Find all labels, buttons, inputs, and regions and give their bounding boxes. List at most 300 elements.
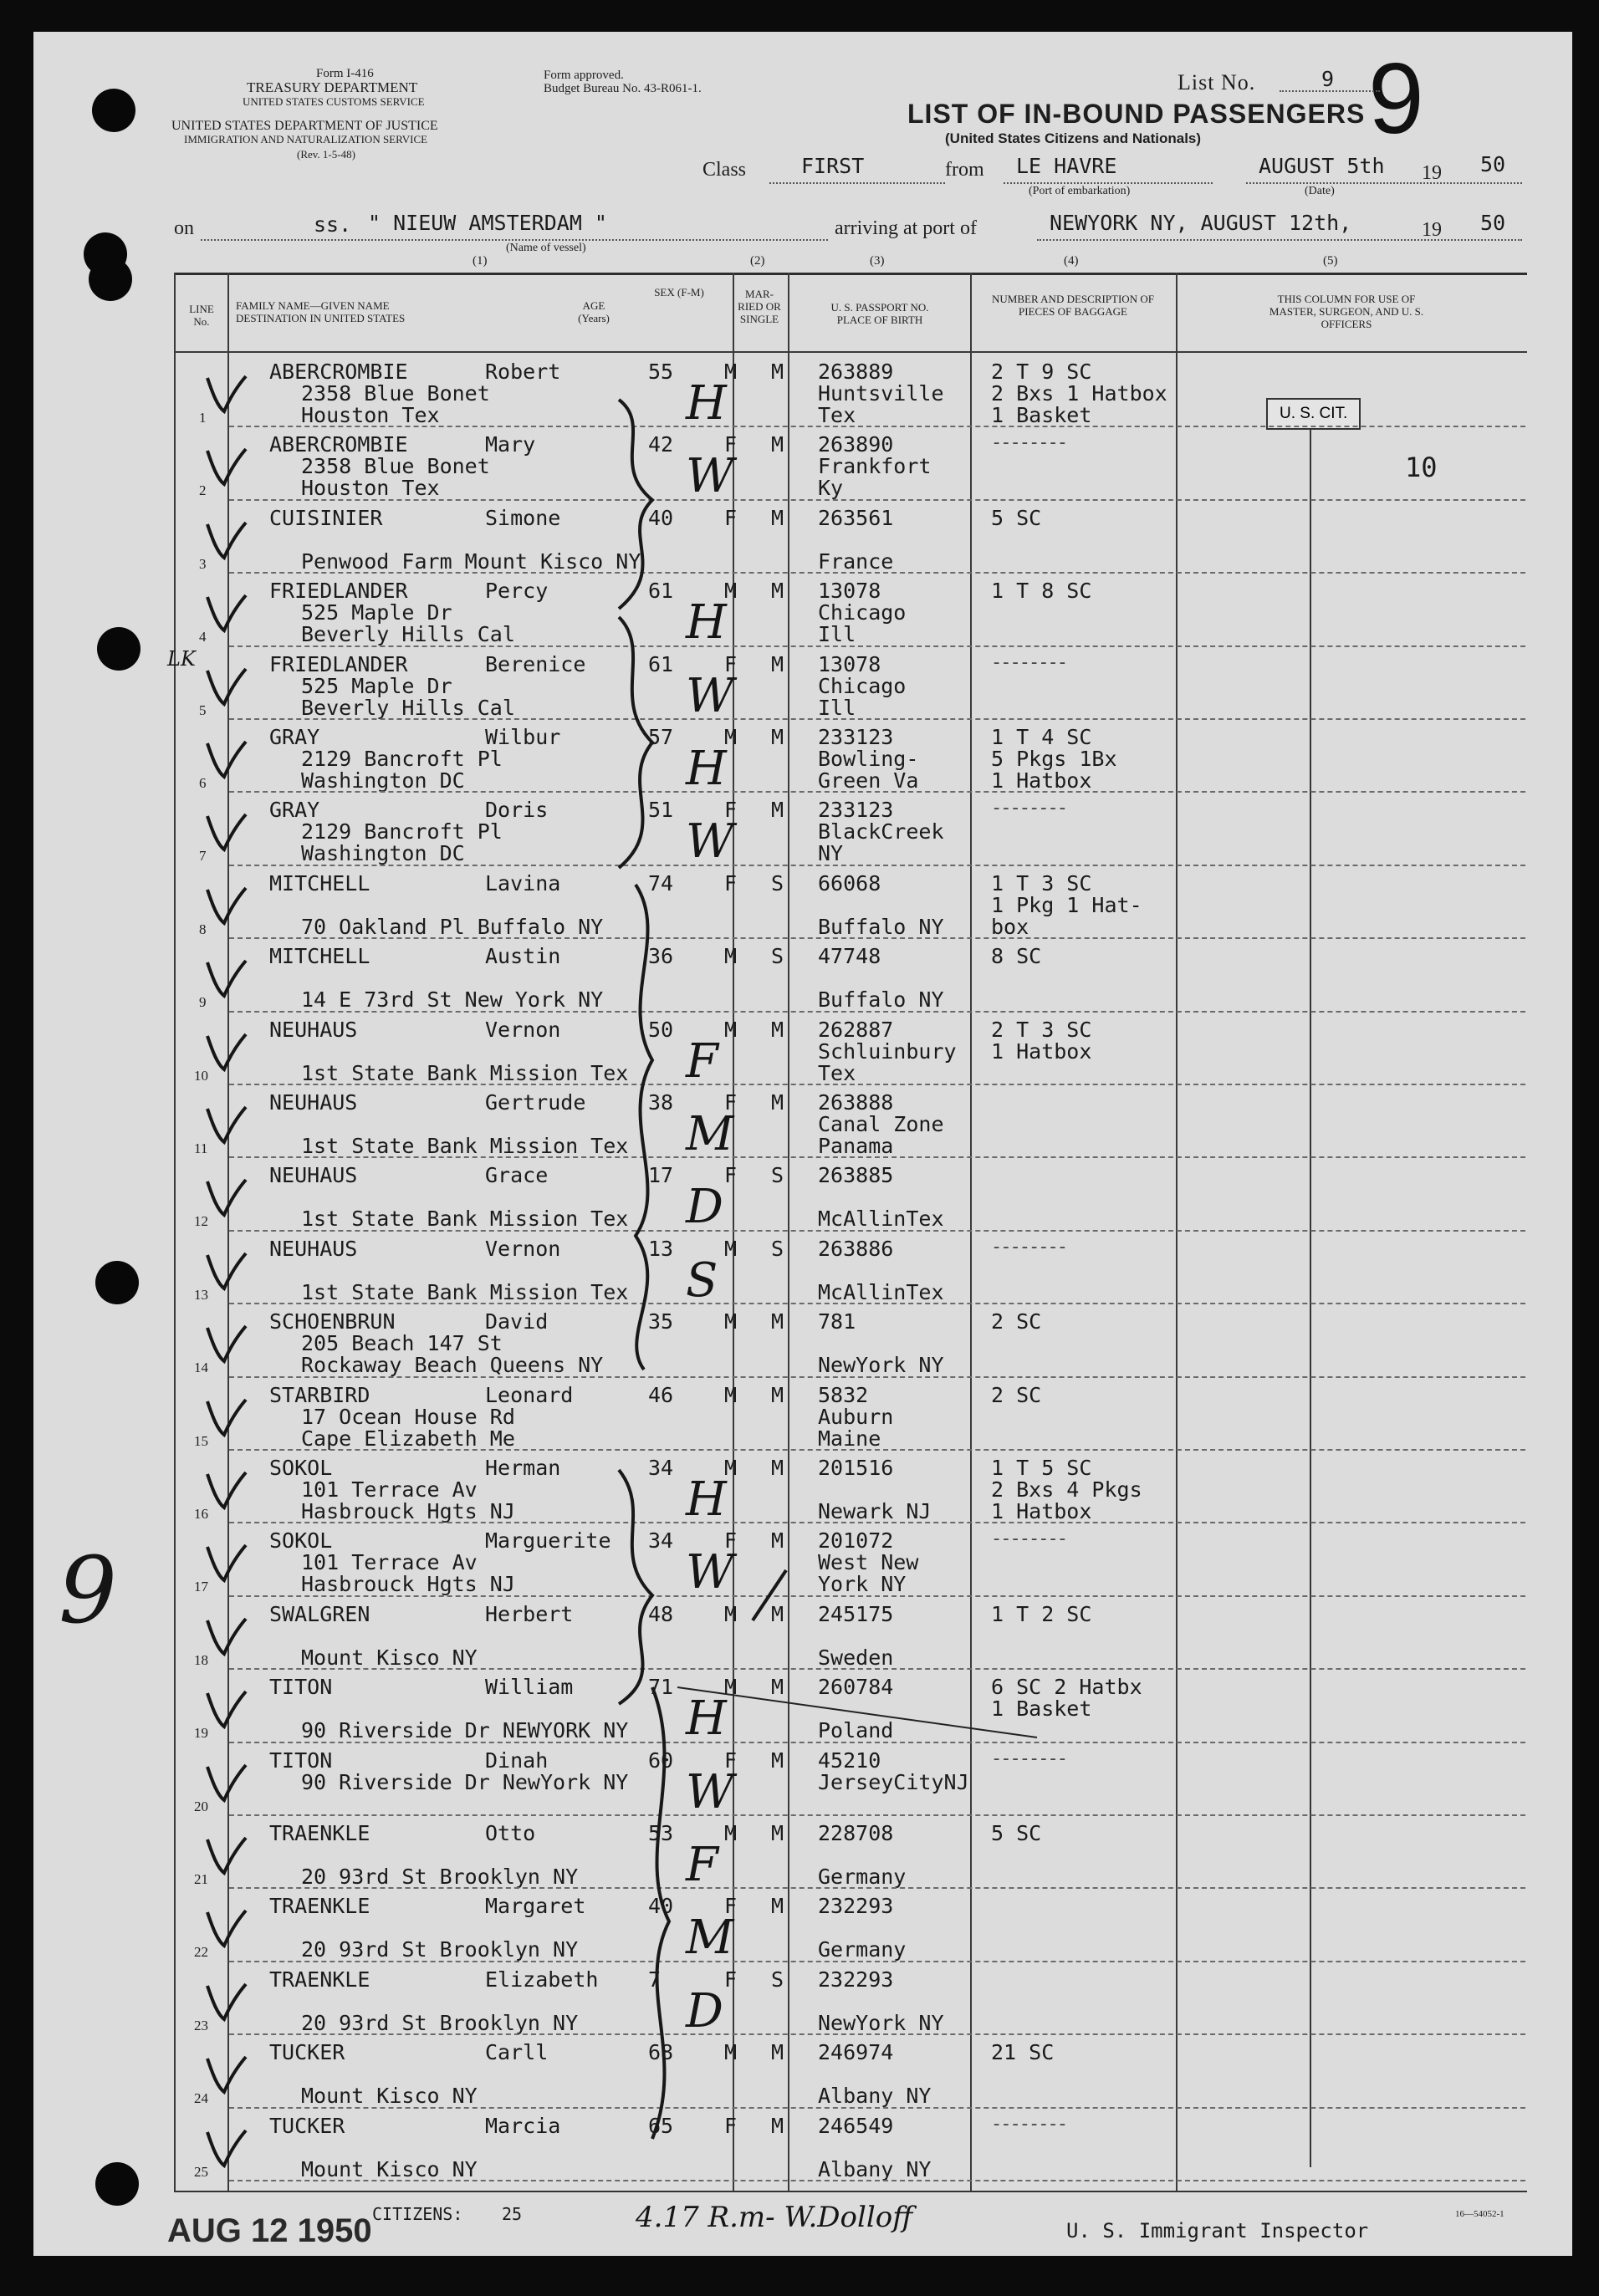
- passport-number: 262887: [818, 1017, 894, 1042]
- age: 35: [648, 1309, 674, 1334]
- passport-number: 5832: [818, 1382, 869, 1407]
- birthplace-line-2: NY: [818, 841, 844, 866]
- class-value: FIRST: [801, 154, 865, 178]
- family-name: NEUHAUS: [269, 1090, 358, 1115]
- given-name: William: [485, 1675, 574, 1700]
- family-name: MITCHELL: [269, 870, 370, 895]
- birthplace-line-1: BlackCreek: [818, 819, 944, 844]
- marital-status: M: [771, 1309, 784, 1334]
- given-name: Simone: [485, 505, 561, 530]
- baggage-line-1: --------: [991, 798, 1066, 819]
- passport-number: 263885: [818, 1163, 894, 1188]
- baggage-line-3: 1 Hatbox: [991, 768, 1092, 793]
- age: 36: [648, 944, 674, 969]
- address-line-2: 70 Oakland Pl Buffalo NY: [301, 914, 604, 939]
- birthplace-line-2: Tex: [818, 403, 856, 427]
- given-name: Grace: [485, 1163, 549, 1188]
- line-number: 1: [199, 410, 207, 426]
- sex: F: [724, 1748, 738, 1773]
- family-name: NEUHAUS: [269, 1236, 358, 1261]
- relationship-mark: M: [686, 1107, 734, 1161]
- address-line-2: Beverly Hills Cal: [301, 622, 515, 647]
- passport-number: 263890: [818, 432, 894, 457]
- family-name: TRAENKLE: [269, 1967, 370, 1992]
- birthplace-line-1: JerseyCityNJ: [818, 1769, 969, 1794]
- family-name: FRIEDLANDER: [269, 651, 408, 676]
- address-line-1: 525 Maple Dr: [301, 600, 452, 625]
- age: 61: [648, 651, 674, 676]
- marital-status: S: [771, 1236, 784, 1261]
- passport-number: 13078: [818, 579, 881, 604]
- given-name: Berenice: [485, 651, 586, 676]
- treasury-dept: TREASURY DEPARTMENT: [247, 79, 418, 95]
- birthplace-line-2: Germany: [818, 1865, 907, 1889]
- inspector-title: U. S. Immigrant Inspector: [1066, 2219, 1369, 2242]
- sex: M: [724, 1601, 738, 1626]
- family-name: SWALGREN: [269, 1601, 370, 1626]
- header-officers: THIS COLUMN FOR USE OF MASTER, SURGEON, AND U. S. OFFICERS: [1269, 293, 1424, 330]
- given-name: Vernon: [485, 1017, 561, 1042]
- marital-status: M: [771, 2113, 784, 2138]
- relationship-mark: W: [686, 449, 734, 504]
- sex: M: [724, 1236, 738, 1261]
- sex: F: [724, 432, 738, 457]
- sex: M: [724, 360, 738, 384]
- passport-number: 263886: [818, 1236, 894, 1261]
- given-name: Herbert: [485, 1601, 574, 1626]
- given-name: Herman: [485, 1456, 561, 1480]
- customs-service: UNITED STATES CUSTOMS SERVICE: [243, 95, 425, 108]
- col-num-2: (2): [750, 254, 765, 268]
- form-code: 16—54052-1: [1455, 2209, 1504, 2219]
- header-line-no: LINE No.: [189, 303, 214, 328]
- birthplace-line-2: Sweden: [818, 1645, 894, 1670]
- birthplace-line-1: Frankfort: [818, 454, 932, 479]
- marital-status: M: [771, 1821, 784, 1845]
- address-line-1: 17 Ocean House Rd: [301, 1404, 515, 1429]
- relationship-mark: M: [686, 1911, 734, 1966]
- port-caption: (Port of embarkation): [1029, 185, 1131, 197]
- year-prefix-2: 19: [1422, 219, 1442, 241]
- ins-service: IMMIGRATION AND NATURALIZATION SERVICE: [184, 133, 428, 145]
- baggage-line-1: 2 T 3 SC: [991, 1017, 1092, 1042]
- baggage-line-2: 2 Bxs 1 Hatbox: [991, 381, 1167, 406]
- line-number: 7: [199, 848, 207, 865]
- budget-bureau: Budget Bureau No. 43-R061-1.: [544, 82, 702, 95]
- birthplace-line-2: Tex: [818, 1060, 856, 1085]
- sex: F: [724, 1528, 738, 1554]
- line-number: 17: [194, 1579, 208, 1595]
- relationship-mark: W: [686, 814, 734, 870]
- line-number: 19: [194, 1725, 208, 1742]
- birthplace-line-2: Panama: [818, 1134, 894, 1158]
- vessel-name: " NIEUW AMSTERDAM ": [368, 211, 607, 235]
- marital-status: M: [771, 432, 784, 457]
- given-name: Margaret: [485, 1894, 586, 1919]
- address-line-2: Washington DC: [301, 768, 465, 793]
- age: 48: [648, 1601, 674, 1626]
- line-number: 20: [194, 1798, 208, 1814]
- relationship-mark: W: [686, 1545, 734, 1600]
- passport-number: 233123: [818, 798, 894, 823]
- age: 34: [648, 1528, 674, 1554]
- marital-status: M: [771, 505, 784, 530]
- birthplace-line-2: Buffalo NY: [818, 987, 944, 1013]
- col-num-1: (1): [473, 254, 488, 268]
- header-name: FAMILY NAME—GIVEN NAME DESTINATION IN UNITED STATES: [236, 299, 406, 324]
- form-number: Form I-416: [316, 67, 374, 80]
- marital-status: M: [771, 2040, 784, 2065]
- baggage-line-2: 1 Pkg 1 Hat-: [991, 892, 1142, 917]
- marital-status: M: [771, 1456, 784, 1480]
- address-line-2: 1st State Bank Mission Tex: [301, 1207, 629, 1232]
- address-line-2: 14 E 73rd St New York NY: [301, 987, 604, 1013]
- given-name: Mary: [485, 432, 536, 457]
- baggage-line-1: 5 SC: [991, 1821, 1042, 1845]
- line-number: 5: [199, 702, 207, 718]
- justice-dept: UNITED STATES DEPARTMENT OF JUSTICE: [171, 119, 438, 133]
- port-embarkation: LE HAVRE: [1016, 154, 1117, 178]
- age: 40: [648, 1894, 674, 1919]
- marital-status: M: [771, 1528, 784, 1554]
- passport-number: 263561: [818, 505, 894, 530]
- age: 53: [648, 1821, 674, 1845]
- relationship-mark: F: [686, 1838, 718, 1892]
- age: 42: [648, 432, 674, 457]
- marital-status: M: [771, 579, 784, 604]
- baggage-line-1: 2 T 9 SC: [991, 360, 1092, 384]
- page-title: LIST OF IN-BOUND PASSENGERS: [907, 99, 1366, 129]
- address-line-1: 525 Maple Dr: [301, 673, 452, 698]
- birthplace-line-2: Ill: [818, 695, 856, 720]
- sex: M: [724, 944, 738, 969]
- sex: F: [724, 505, 738, 530]
- family-name: TRAENKLE: [269, 1894, 370, 1919]
- class-label: Class: [702, 159, 747, 181]
- address-line-2: Washington DC: [301, 841, 465, 866]
- birthplace-line-1: Chicago: [818, 600, 907, 625]
- address-line-2: 90 Riverside Dr NEWYORK NY: [301, 1718, 629, 1743]
- baggage-line-3: 1 Basket: [991, 403, 1092, 427]
- birthplace-line-1: Canal Zone: [818, 1112, 944, 1136]
- baggage-line-1: 21 SC: [991, 2040, 1055, 2065]
- age: 65: [648, 2113, 674, 2138]
- given-name: Carll: [485, 2040, 549, 2065]
- birthplace-line-2: Albany NY: [818, 2084, 932, 2109]
- age: 51: [648, 798, 674, 823]
- embark-date: AUGUST 5th: [1259, 154, 1385, 178]
- passport-number: 246549: [818, 2113, 894, 2138]
- marital-status: M: [771, 1601, 784, 1626]
- margin-handwriting: 9: [59, 1537, 117, 1644]
- margin-note: 10: [1405, 452, 1438, 483]
- family-name: NEUHAUS: [269, 1163, 358, 1188]
- line-number: 4: [199, 629, 207, 645]
- birthplace-line-1: West New: [818, 1550, 919, 1575]
- relationship-mark: F: [686, 1033, 718, 1089]
- baggage-line-2: 1 Basket: [991, 1696, 1092, 1722]
- header-baggage: NUMBER AND DESCRIPTION OF PIECES OF BAGGAGE: [992, 293, 1154, 318]
- address-line-2: 1st State Bank Mission Tex: [301, 1060, 629, 1085]
- marital-status: M: [771, 798, 784, 823]
- birthplace-line-2: Newark NJ: [818, 1499, 932, 1523]
- relationship-mark: H: [686, 742, 727, 796]
- header-age: AGE (Years): [578, 299, 610, 324]
- list-no-label: List No.: [1178, 70, 1256, 94]
- address-line-2: Beverly Hills Cal: [301, 695, 515, 720]
- family-name: GRAY: [269, 725, 320, 749]
- passport-number: 201072: [818, 1528, 894, 1554]
- list-no-value: 9: [1321, 67, 1335, 91]
- given-name: Marcia: [485, 2113, 561, 2138]
- passport-number: 233123: [818, 725, 894, 749]
- age: 38: [648, 1090, 674, 1115]
- revision: (Rev. 1-5-48): [297, 148, 355, 161]
- given-name: Vernon: [485, 1236, 561, 1261]
- baggage-line-1: --------: [991, 1748, 1066, 1769]
- list-no-big: 9: [1368, 43, 1424, 155]
- relationship-mark: H: [686, 595, 727, 651]
- baggage-line-1: --------: [991, 432, 1066, 454]
- line-number: 21: [194, 1871, 208, 1887]
- line-number: 10: [194, 1067, 208, 1084]
- age: 34: [648, 1456, 674, 1480]
- marital-status: M: [771, 1748, 784, 1773]
- address-line-1: 2358 Blue Bonet: [301, 381, 490, 406]
- marital-status: S: [771, 870, 784, 895]
- on-label: on: [174, 217, 194, 239]
- address-line-1: 101 Terrace Av: [301, 1477, 478, 1502]
- line-number: 3: [199, 555, 207, 572]
- age: 55: [648, 360, 674, 384]
- baggage-line-1: 8 SC: [991, 944, 1042, 969]
- marital-status: M: [771, 725, 784, 749]
- baggage-line-2: 1 Hatbox: [991, 1038, 1092, 1064]
- baggage-line-1: 1 T 2 SC: [991, 1601, 1092, 1626]
- baggage-line-1: 2 SC: [991, 1309, 1042, 1334]
- passport-number: 232293: [818, 1967, 894, 1992]
- age: 60: [648, 1748, 674, 1773]
- family-name: ABERCROMBIE: [269, 432, 408, 457]
- marital-status: S: [771, 1967, 784, 1992]
- address-line-2: Rockaway Beach Queens NY: [301, 1353, 604, 1378]
- family-name: TUCKER: [269, 2113, 345, 2138]
- family-name: STARBIRD: [269, 1382, 370, 1407]
- baggage-line-1: --------: [991, 1528, 1066, 1550]
- line-number: 6: [199, 775, 207, 791]
- baggage-line-1: 6 SC 2 Hatbx: [991, 1675, 1142, 1700]
- address-line-1: 2358 Blue Bonet: [301, 454, 490, 479]
- age: 7: [648, 1967, 662, 1992]
- birthplace-line-1: Auburn: [818, 1404, 894, 1429]
- passport-number: 228708: [818, 1821, 894, 1845]
- passport-number: 13078: [818, 651, 881, 676]
- birthplace-line-2: France: [818, 548, 894, 574]
- given-name: Robert: [485, 360, 561, 384]
- manifest-sheet: [33, 32, 1572, 2256]
- marital-status: M: [771, 1675, 784, 1700]
- baggage-line-1: 1 T 3 SC: [991, 870, 1092, 895]
- address-line-1: 205 Beach 147 St: [301, 1331, 503, 1356]
- baggage-line-3: box: [991, 914, 1029, 939]
- line-number: 9: [199, 994, 207, 1011]
- passport-number: 245175: [818, 1601, 894, 1626]
- marital-status: M: [771, 360, 784, 384]
- sex: M: [724, 1821, 738, 1845]
- family-name: FRIEDLANDER: [269, 579, 408, 604]
- line-number: 18: [194, 1651, 208, 1668]
- line-number: 23: [194, 2017, 208, 2033]
- age: 61: [648, 579, 674, 604]
- family-name: ABERCROMBIE: [269, 360, 408, 384]
- line-number: 22: [194, 1944, 208, 1961]
- vessel-caption: (Name of vessel): [506, 242, 586, 254]
- given-name: Percy: [485, 579, 549, 604]
- age: 57: [648, 725, 674, 749]
- sex: M: [724, 579, 738, 604]
- baggage-line-1: 1 T 8 SC: [991, 579, 1092, 604]
- citizens-count: 25: [502, 2204, 523, 2224]
- address-line-2: Mount Kisco NY: [301, 2156, 478, 2181]
- inspector-signature: 4.17 R.m- W.Dolloff: [636, 2201, 913, 2234]
- sex: M: [724, 1382, 738, 1407]
- birthplace-line-2: NewYork NY: [818, 2010, 944, 2035]
- sex: M: [724, 725, 738, 749]
- relationship-mark: H: [686, 376, 727, 431]
- line-number: 24: [194, 2090, 208, 2107]
- relationship-mark: W: [686, 1764, 734, 1819]
- sex: F: [724, 1894, 738, 1919]
- line-number: 16: [194, 1506, 208, 1522]
- given-name: Austin: [485, 944, 561, 969]
- baggage-line-1: --------: [991, 651, 1066, 673]
- sex: F: [724, 1090, 738, 1115]
- family-name: TITON: [269, 1748, 333, 1773]
- address-line-2: Houston Tex: [301, 403, 440, 427]
- given-name: Lavina: [485, 870, 561, 895]
- address-line-2: 20 93rd St Brooklyn NY: [301, 2010, 579, 2035]
- birthplace-line-2: McAllinTex: [818, 1207, 944, 1232]
- family-name: NEUHAUS: [269, 1017, 358, 1042]
- passport-number: 232293: [818, 1894, 894, 1919]
- line-number: 8: [199, 921, 207, 937]
- given-name: Marguerite: [485, 1528, 611, 1554]
- sex: M: [724, 1675, 738, 1700]
- address-line-2: 20 93rd St Brooklyn NY: [301, 1865, 579, 1889]
- line-number: 15: [194, 1432, 208, 1449]
- family-name: SOKOL: [269, 1456, 333, 1480]
- birthplace-line-2: McAllinTex: [818, 1279, 944, 1304]
- address-line-1: 2129 Bancroft Pl: [301, 747, 503, 771]
- margin-handwriting-2: LK: [167, 647, 196, 671]
- address-line-2: Mount Kisco NY: [301, 1645, 478, 1670]
- age: 40: [648, 505, 674, 530]
- date-stamp: AUG 12 1950: [167, 2212, 372, 2249]
- family-name: TRAENKLE: [269, 1821, 370, 1845]
- age: 13: [648, 1236, 674, 1261]
- birthplace-line-2: Maine: [818, 1426, 881, 1451]
- passport-number: 201516: [818, 1456, 894, 1480]
- passport-number: 781: [818, 1309, 856, 1334]
- line-number: 2: [199, 482, 207, 499]
- sex: M: [724, 1017, 738, 1042]
- sex: F: [724, 651, 738, 676]
- family-name: GRAY: [269, 798, 320, 823]
- address-line-1: 2129 Bancroft Pl: [301, 819, 503, 844]
- marital-status: M: [771, 1382, 784, 1407]
- given-name: Wilbur: [485, 725, 561, 749]
- address-line-2: 1st State Bank Mission Tex: [301, 1134, 629, 1158]
- given-name: David: [485, 1309, 549, 1334]
- birthplace-line-2: Ky: [818, 476, 844, 501]
- birthplace-line-2: Albany NY: [818, 2156, 932, 2181]
- marital-status: M: [771, 1090, 784, 1115]
- page-subtitle: (United States Citizens and Nationals): [945, 130, 1202, 146]
- relationship-mark: W: [686, 668, 734, 723]
- given-name: Elizabeth: [485, 1967, 599, 1992]
- passport-number: 263888: [818, 1090, 894, 1115]
- baggage-line-1: 2 SC: [991, 1382, 1042, 1407]
- baggage-line-1: --------: [991, 2113, 1066, 2135]
- passport-number: 260784: [818, 1675, 894, 1700]
- form-approved: Form approved.: [544, 69, 624, 82]
- relationship-mark: H: [686, 1472, 727, 1527]
- birthplace-line-2: Buffalo NY: [818, 914, 944, 939]
- sex: F: [724, 1967, 738, 1992]
- year-value-2: 50: [1480, 211, 1506, 235]
- line-number: 14: [194, 1360, 208, 1376]
- passport-number: 246974: [818, 2040, 894, 2065]
- family-name: MITCHELL: [269, 944, 370, 969]
- sex: M: [724, 1456, 738, 1480]
- age: 46: [648, 1382, 674, 1407]
- family-name: SCHOENBRUN: [269, 1309, 396, 1334]
- vessel-prefix: ss.: [314, 212, 352, 237]
- col-num-3: (3): [870, 254, 885, 268]
- from-label: from: [945, 159, 984, 181]
- baggage-line-1: 1 T 5 SC: [991, 1456, 1092, 1480]
- age: 68: [648, 2040, 674, 2065]
- sex: F: [724, 798, 738, 823]
- marital-status: M: [771, 1017, 784, 1042]
- address-line-2: Penwood Farm Mount Kisco NY: [301, 548, 641, 574]
- address-line-2: 20 93rd St Brooklyn NY: [301, 1937, 579, 1962]
- birthplace-line-1: Huntsville: [818, 381, 944, 406]
- age: 74: [648, 870, 674, 895]
- relationship-mark: D: [686, 1180, 723, 1235]
- line-number: 12: [194, 1213, 208, 1230]
- relationship-mark: D: [686, 1983, 723, 2038]
- family-name: TUCKER: [269, 2040, 345, 2065]
- birthplace-line-1: Chicago: [818, 673, 907, 698]
- relationship-mark: S: [686, 1253, 718, 1308]
- baggage-line-3: 1 Hatbox: [991, 1499, 1092, 1523]
- sex: F: [724, 870, 738, 895]
- given-name: Dinah: [485, 1748, 549, 1773]
- address-line-2: Hasbrouck Hgts NJ: [301, 1572, 515, 1597]
- col-num-4: (4): [1064, 254, 1079, 268]
- line-number: 13: [194, 1286, 208, 1303]
- birthplace-line-2: Green Va: [818, 768, 919, 793]
- handwritten-brace-marks: [33, 32, 1572, 2256]
- sex: M: [724, 2040, 738, 2065]
- passport-number: 47748: [818, 944, 881, 969]
- year-prefix: 19: [1422, 162, 1442, 184]
- given-name: Gertrude: [485, 1090, 586, 1115]
- family-name: SOKOL: [269, 1528, 333, 1554]
- header-married: MAR-RIED OR SINGLE: [738, 288, 781, 325]
- age: 17: [648, 1163, 674, 1188]
